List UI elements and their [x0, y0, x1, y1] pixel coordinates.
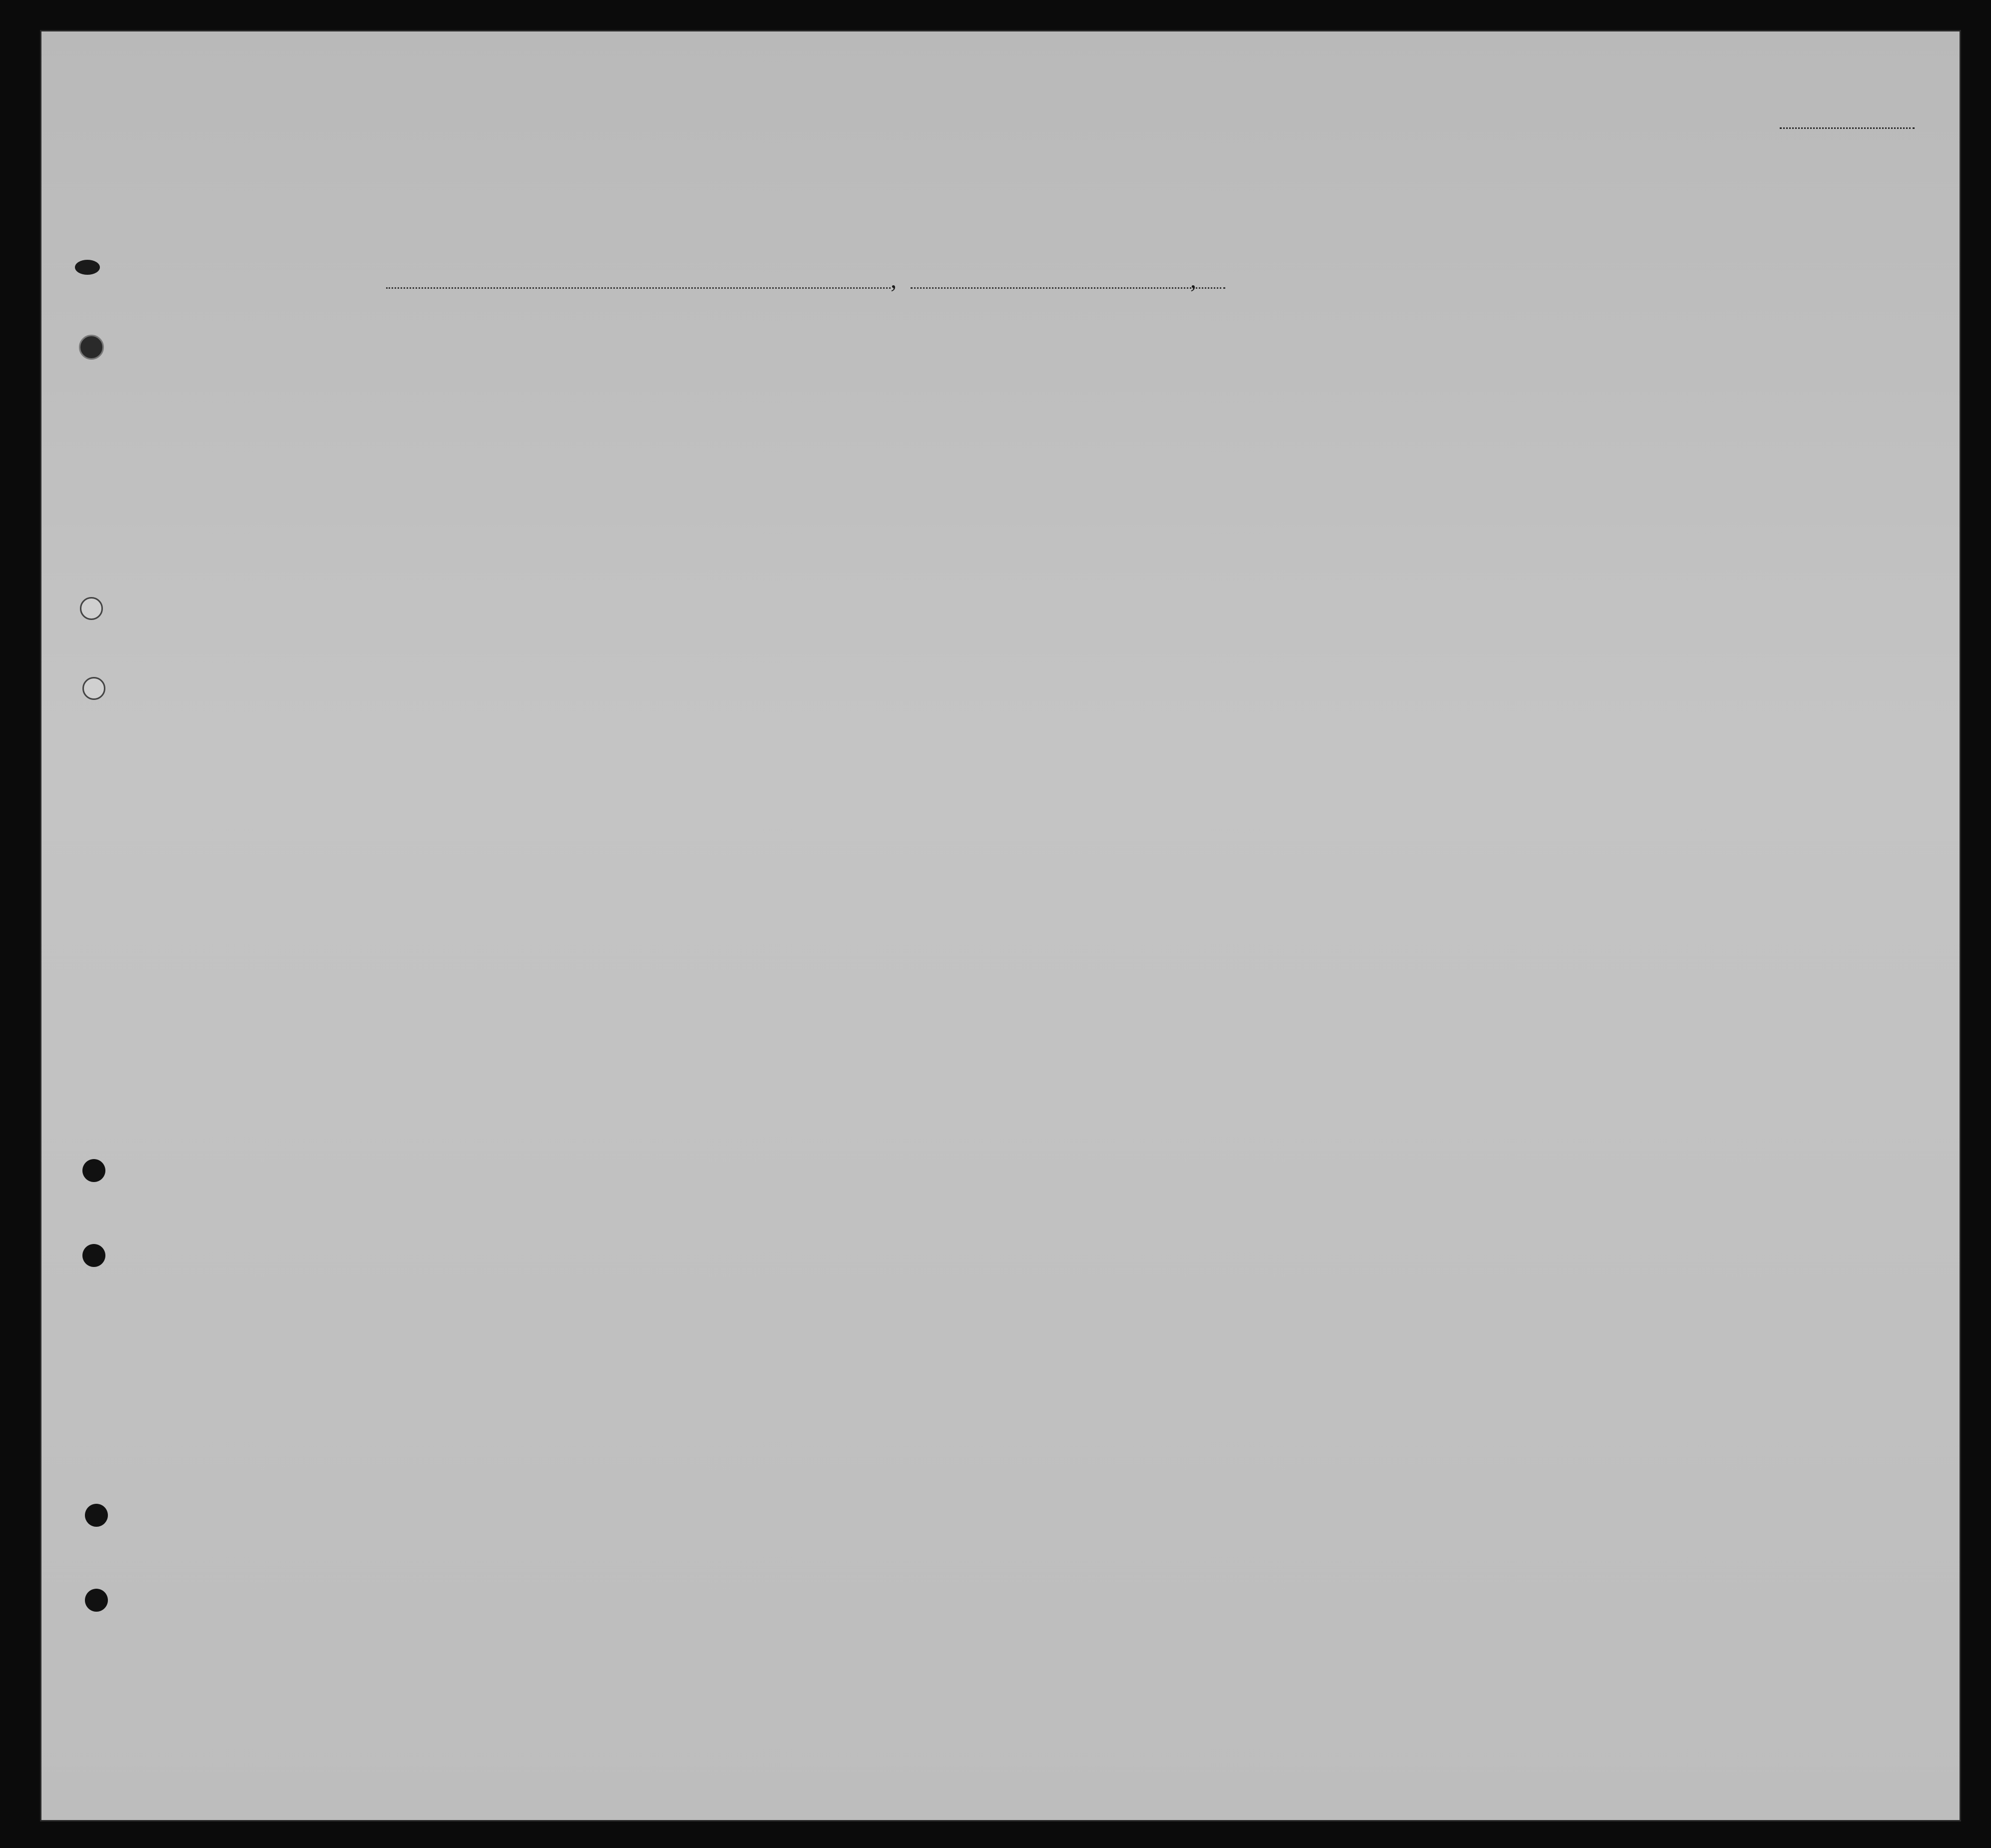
- table-grid: [41, 31, 1960, 1820]
- manifest-sheet: [40, 30, 1961, 1822]
- comma-2: ,: [1190, 267, 1196, 293]
- binder-hole: [79, 335, 104, 360]
- binder-clip: [75, 260, 100, 275]
- comma-1: ,: [891, 267, 897, 293]
- binder-hole: [82, 677, 105, 700]
- binder-hole: [85, 1504, 108, 1527]
- binder-hole: [82, 1159, 105, 1182]
- binder-hole: [85, 1589, 108, 1612]
- binder-hole: [80, 597, 103, 620]
- binder-hole: [82, 1244, 105, 1267]
